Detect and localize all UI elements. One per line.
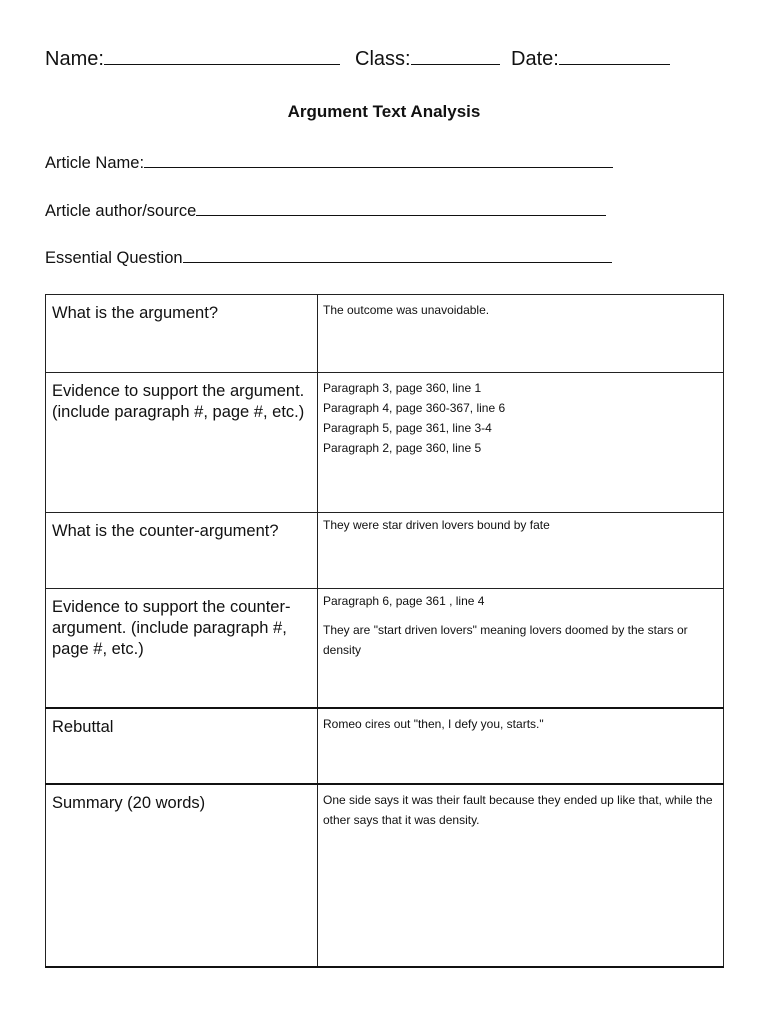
answer-cell[interactable] — [318, 373, 724, 513]
table-row-argument — [46, 295, 724, 373]
class-field[interactable] — [355, 44, 500, 71]
question-cell: Rebuttal — [46, 708, 318, 784]
answer-line: One side says it was their fault because they ended up like that, while the other says that it was density. — [323, 792, 713, 827]
essential-question-field[interactable] — [45, 246, 612, 268]
answer-line: Paragraph 4, page 360-367, line 6 — [323, 401, 506, 415]
date-label: Date: — [511, 48, 559, 70]
article-name-label: Article Name: — [45, 154, 145, 172]
answer-line: Paragraph 6, page 361 , line 4 — [323, 594, 485, 608]
article-name-field[interactable] — [45, 151, 613, 173]
question-cell: What is the argument? — [46, 295, 318, 373]
question-cell: Evidence to support the argument. (include paragraph #, page #, etc.) — [46, 373, 318, 513]
table-row-rebuttal — [46, 708, 724, 784]
answer-cell[interactable] — [318, 589, 724, 708]
question-cell: Evidence to support the counter-argument. (include paragraph #, page #, etc.) — [46, 589, 318, 708]
answer-cell[interactable] — [318, 708, 724, 784]
answer-line: Romeo cires out "then, I defy you, starts." — [323, 716, 544, 731]
article-name-blank[interactable] — [144, 151, 613, 168]
answer-line: They were star driven lovers bound by fate — [323, 518, 550, 532]
essential-question-blank[interactable] — [183, 246, 612, 263]
answer-gap — [323, 611, 718, 620]
essential-question-label: Essential Question — [45, 249, 183, 267]
date-blank[interactable] — [559, 44, 670, 65]
answer-cell[interactable] — [318, 784, 724, 967]
class-label: Class: — [355, 48, 411, 70]
table-row-summary — [46, 784, 724, 967]
answer-line: The outcome was unavoidable. — [323, 303, 490, 317]
page-title: Argument Text Analysis — [287, 102, 481, 121]
date-field[interactable] — [511, 44, 670, 71]
answer-line: Paragraph 5, page 361, line 3-4 — [323, 421, 492, 435]
name-field[interactable] — [45, 44, 340, 71]
table-row-counter-argument — [46, 513, 724, 589]
question-cell: Summary (20 words) — [46, 784, 318, 967]
answer-cell[interactable] — [318, 295, 724, 373]
analysis-table — [45, 294, 724, 968]
name-label: Name: — [45, 48, 104, 70]
table-row-evidence-argument — [46, 373, 724, 513]
answer-line: Paragraph 3, page 360, line 1 — [323, 381, 482, 395]
answer-line: Paragraph 2, page 360, line 5 — [323, 441, 482, 455]
question-cell: What is the counter-argument? — [46, 513, 318, 589]
name-blank[interactable] — [104, 44, 340, 65]
class-blank[interactable] — [411, 44, 500, 65]
article-author-field[interactable] — [45, 199, 606, 221]
answer-cell[interactable] — [318, 513, 724, 589]
article-author-blank[interactable] — [196, 199, 606, 216]
table-row-evidence-counter — [46, 589, 724, 708]
article-author-label: Article author/source — [45, 202, 197, 220]
answer-line: They are "start driven lovers" meaning lovers doomed by the stars or density — [323, 623, 688, 657]
